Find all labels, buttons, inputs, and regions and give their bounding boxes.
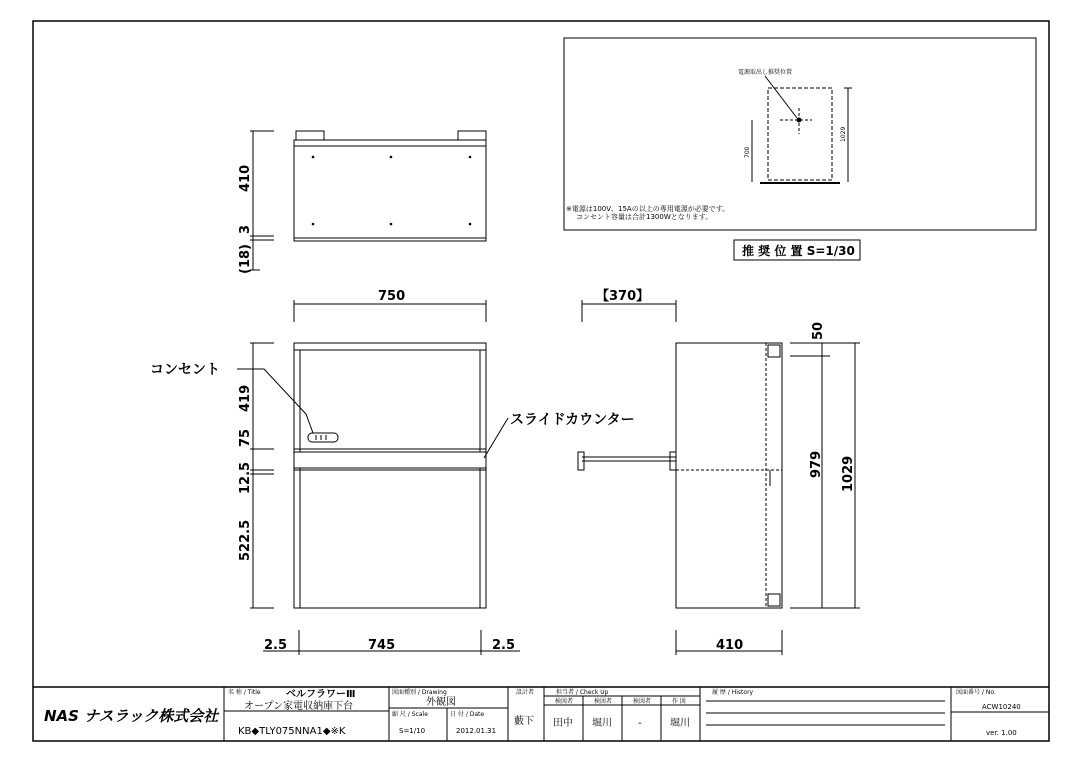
- plan-dim-410: 410: [238, 164, 253, 192]
- front-dim-bottom-left: 2.5: [264, 638, 288, 653]
- front-dim-75: 75: [238, 428, 253, 447]
- inset-caption: 推 奨 位 置 S=1/30: [742, 244, 855, 258]
- date-value: 2012.01.31: [456, 727, 497, 735]
- scale-value: S=1/10: [399, 727, 426, 735]
- front-dim-419: 419: [238, 384, 253, 412]
- plan-dim-18: (18): [238, 244, 253, 274]
- check-sub-3: 検図者: [633, 698, 652, 705]
- check-sub-4: 作 図: [672, 698, 686, 705]
- inset-note-1: ※電源は100V、15Aの以上の専用電源が必要です。: [566, 205, 730, 213]
- side-dim-370: 【370】: [596, 289, 650, 304]
- side-dim-410: 410: [716, 638, 744, 653]
- sheet-border: [33, 21, 1049, 741]
- check-label: 担当者 / Check Up: [556, 689, 609, 696]
- drawing-number: ACW10240: [982, 703, 1021, 711]
- drawing-type: 外観図: [426, 697, 456, 708]
- series-name: ベルフラワーⅢ: [286, 689, 356, 700]
- checker-3: -: [638, 718, 642, 729]
- slide-counter-label: スライドカウンター: [510, 412, 635, 428]
- front-dim-750: 750: [378, 289, 406, 304]
- check-sub-2: 検図者: [594, 698, 613, 705]
- checker-1: 田中: [553, 718, 573, 729]
- version: ver. 1.00: [986, 729, 1017, 737]
- check-sub-1: 検図者: [555, 698, 574, 705]
- number-label: 図面番号 / No.: [956, 689, 996, 696]
- recommended-position-inset: [564, 38, 1036, 260]
- front-dim-12-5: 12.5: [238, 461, 253, 494]
- inset-dim-700: 700: [744, 146, 751, 158]
- outlet-label: コンセント: [150, 362, 220, 378]
- checker-4: 堀川: [670, 718, 690, 729]
- side-dim-1029: 1029: [841, 455, 856, 492]
- title-label: 名 称 / Title: [228, 689, 261, 696]
- plan-dim-3: 3: [238, 224, 253, 234]
- front-dim-bottom-mid: 745: [368, 638, 396, 653]
- side-dim-979: 979: [809, 450, 824, 478]
- front-dim-522-5: 522.5: [238, 519, 253, 561]
- inset-note-2: コンセント容量は合計1300Wとなります。: [576, 213, 713, 221]
- scale-label: 縮 尺 / Scale: [392, 711, 428, 718]
- inset-dim-1029: 1029: [840, 126, 847, 142]
- designer-label: 設計者: [516, 689, 535, 696]
- front-dim-bottom-right: 2.5: [492, 638, 516, 653]
- checker-2: 堀川: [592, 718, 612, 729]
- outlet-symbol: [308, 433, 338, 442]
- front-view: [237, 300, 520, 655]
- date-label: 日 付 / Date: [450, 711, 485, 718]
- inset-power-label: 電源取出し推奨位置: [738, 69, 793, 76]
- company-logo: NAS ナスラック株式会社: [44, 707, 219, 725]
- product-name: オープン家電収納庫下台: [244, 701, 354, 712]
- history-label: 履 歴 / History: [712, 689, 754, 696]
- model-number: KB◆TLY075NNA1◆※K: [238, 726, 346, 737]
- plan-view: [250, 131, 486, 270]
- side-dim-50: 50: [811, 321, 826, 340]
- designer-name: 藪下: [514, 716, 534, 727]
- drawing-label: 図面種別 / Drawing: [392, 689, 447, 696]
